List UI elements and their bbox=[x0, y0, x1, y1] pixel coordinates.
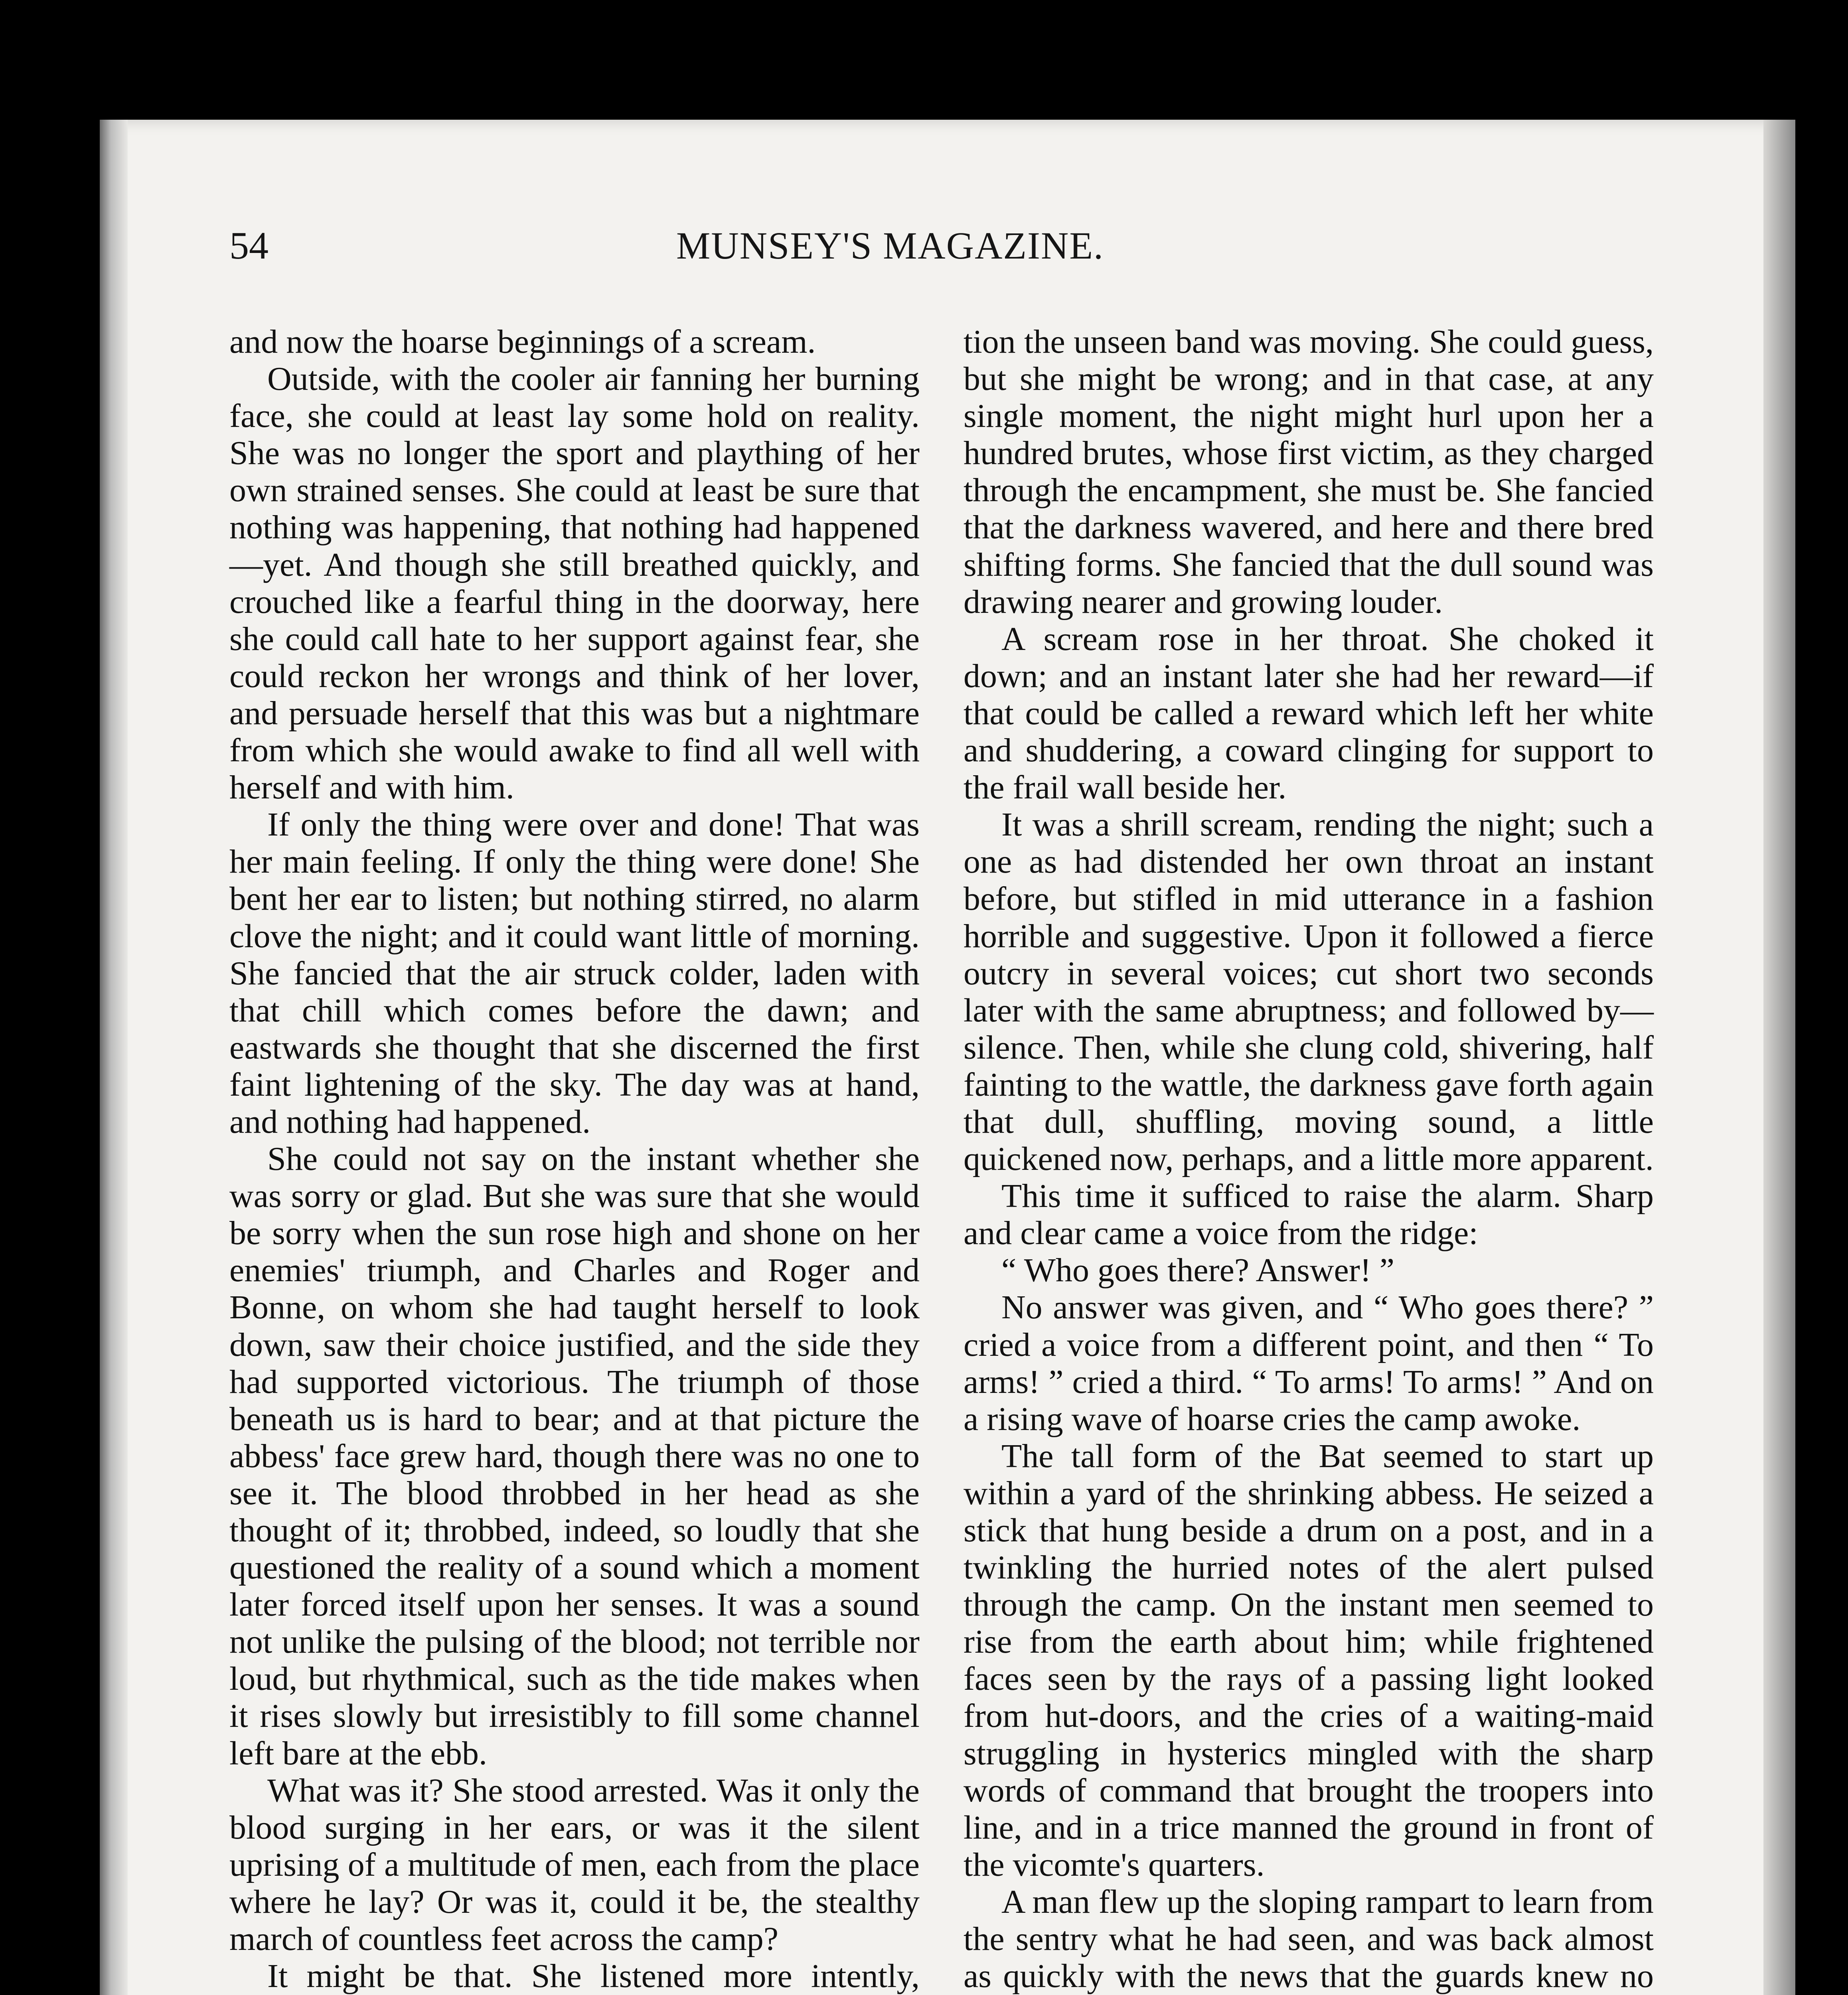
paragraph: “ Who goes there? Answer! ” bbox=[1001, 1252, 1395, 1289]
paragraph: Outside, with the cooler air fanning her burning face, she could at least lay some hold on reality. She was no longer the sport and plaything of her own strained senses. She could at least be sure that nothing was happening, that nothing had happened—yet. And though she still breathed quickly, and crouched like a fearful thing in the doorway, here she could call hate to her support against fear, she could reckon her wrongs and think of her lover, and persuade herself that this was but a nightmare from which she would awake to find all well with herself and with him. bbox=[229, 360, 920, 806]
paragraph: She could not say on the instant whether she was sorry or glad. But she was sure that she would be sorry when the sun rose high and shone on her enemies' triumph, and Charles and Roger and Bonne, on whom she had taught herself to look down, saw their choice justified, and the side they had supported victorious. The triumph of those beneath us is hard to bear; and at that picture the abbess' face grew hard, though there was no one to see it. The blood throbbed in her head as she thought of it; throbbed, indeed, so loudly that she questioned the reality of a sound which a moment later forced itself upon her senses. It was a sound not unlike the pulsing of the blood; not terrible nor loud, but rhythmical, such as the tide makes when it rises slowly but irresistibly to fill some channel left bare at the ebb. bbox=[229, 1140, 920, 1772]
page-gutter-shadow bbox=[100, 120, 128, 1995]
paragraph: The tall form of the Bat seemed to start up within a yard of the shrinking abbess. He seized a stick that hung beside a drum on a post, and in a twinkling the hurried notes of the alert pulsed through the camp. On the instant men seemed to rise from the earth about him; while frightened faces seen by the rays of a passing light looked from hut-doors, and the cries of a waiting-maid struggling in hysterics mingled with the sharp words of command that brought the troopers into line, and in a trice manned the ground in front of the vicomte's quarters. bbox=[963, 1437, 1654, 1883]
paragraph: What was it? She stood arrested. Was it only the blood surging in her ears, or was it the silent uprising of a multitude of men, each from the place where he lay? Or was it, could it be, the stealthy march of countless feet across the camp? bbox=[229, 1772, 920, 1958]
paragraph: A scream rose in her throat. She choked it down; and an instant later she had her reward—if that could be called a reward which left her white and shuddering, a coward clinging for support to the frail wall beside her. bbox=[963, 620, 1654, 806]
page-number: 54 bbox=[229, 224, 269, 267]
running-head: MUNSEY'S MAGAZINE. bbox=[676, 224, 1104, 267]
paragraph: It might be that. She listened more intently, bbox=[267, 1957, 920, 1995]
page-header bbox=[229, 223, 1654, 283]
page-edge-shadow bbox=[1763, 120, 1795, 1995]
paragraph: This time it sufficed to raise the alarm. Sharp and clear came a voice from the ridge: bbox=[963, 1177, 1654, 1252]
paragraph: It was a shrill scream, rending the night; such a one as had distended her own throat an instant before, but stifled in mid utterance in a fashion horrible and suggestive. Upon it followed a fierce outcry in several voices; cut short two seconds later with the same abruptness; and followed by—silence. Then, while she clung cold, shivering, half fainting to the wattle, the darkness gave forth again that dull, shuffling, moving sound, a little quickened now, perhaps, and a little more apparent. bbox=[963, 806, 1654, 1178]
paragraph: and now the hoarse beginnings of a scream. bbox=[229, 323, 816, 360]
paragraph: A man flew up the sloping rampart to learn from the sentry what he had seen, and was back almost as quickly with the news that the guards knew no bbox=[963, 1883, 1654, 1995]
right-column bbox=[963, 323, 1654, 1995]
paragraph: If only the thing were over and done! That was her main feeling. If only the thing were done! She bent her ear to listen; but nothing stirred, no alarm clove the night; and it could want little of morning. She fancied that the air struck colder, laden with that chill which comes before the dawn; and eastwards she thought that she discerned the first faint lightening of the sky. The day was at hand, and nothing had happened. bbox=[229, 806, 920, 1140]
paragraph: No answer was given, and “ Who goes there? ” cried a voice from a different point, and then “ To arms! ” cried a third. “ To arms! To arms! ” And on a rising wave of hoarse cries the camp awoke. bbox=[963, 1289, 1654, 1438]
left-column bbox=[229, 323, 920, 1995]
paragraph: tion the unseen band was moving. She could guess, but she might be wrong; and in that case, at any single moment, the night might hurl upon her a hundred brutes, whose first victim, as they charged through the encampment, she must be. She fancied that the darkness wavered, and here and there bred shifting forms. She fancied that the dull sound was drawing nearer and growing louder. bbox=[963, 323, 1654, 620]
